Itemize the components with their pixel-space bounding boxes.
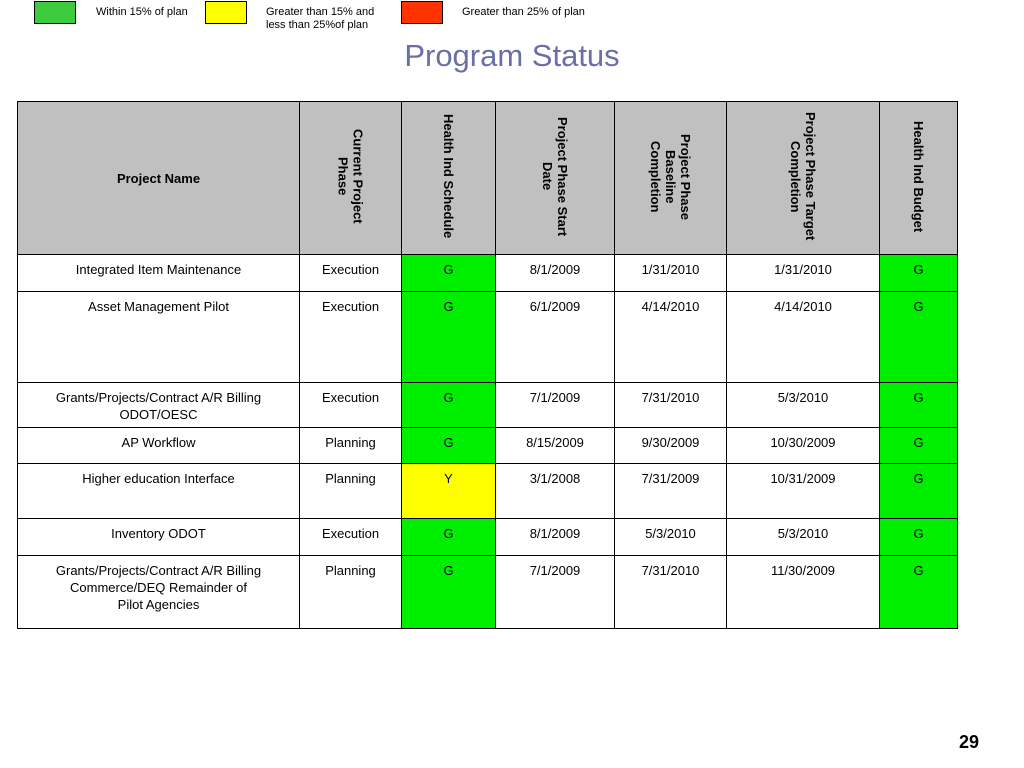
table-row	[18, 292, 958, 383]
project-name-cell: Inventory ODOT	[18, 519, 300, 556]
baseline-completion-cell: 5/3/2010	[615, 519, 727, 556]
target-completion-cell: 5/3/2010	[727, 383, 880, 428]
table-row	[18, 519, 958, 556]
budget-health-cell: G	[880, 519, 958, 556]
program-status-table	[17, 101, 958, 629]
column-header-target-completion: Project Phase Target Completion	[727, 102, 880, 255]
column-header-health-schedule: Health Ind Schedule	[402, 102, 496, 255]
column-header-start-date: Project Phase Start Date	[496, 102, 615, 255]
phase-cell: Execution	[300, 519, 402, 556]
schedule-health-cell: G	[402, 255, 496, 292]
table-row	[18, 464, 958, 519]
target-completion-cell: 1/31/2010	[727, 255, 880, 292]
start-date-cell: 8/1/2009	[496, 255, 615, 292]
legend-swatch-yellow	[205, 1, 247, 24]
baseline-completion-cell: 7/31/2010	[615, 383, 727, 428]
page-title: Program Status	[404, 38, 620, 73]
column-header-project-name: Project Name	[18, 102, 300, 255]
phase-cell: Planning	[300, 556, 402, 629]
budget-health-cell: G	[880, 556, 958, 629]
budget-health-cell: G	[880, 383, 958, 428]
start-date-cell: 7/1/2009	[496, 383, 615, 428]
phase-cell: Planning	[300, 464, 402, 519]
budget-health-cell: G	[880, 255, 958, 292]
table-row	[18, 383, 958, 428]
phase-cell: Execution	[300, 255, 402, 292]
start-date-cell: 6/1/2009	[496, 292, 615, 383]
schedule-health-cell: G	[402, 556, 496, 629]
schedule-health-cell: G	[402, 292, 496, 383]
table-row	[18, 428, 958, 464]
target-completion-cell: 10/30/2009	[727, 428, 880, 464]
budget-health-cell: G	[880, 464, 958, 519]
page-number: 29	[958, 732, 979, 752]
schedule-health-cell: G	[402, 428, 496, 464]
project-name-cell: Integrated Item Maintenance	[18, 255, 300, 292]
project-name-cell: Higher education Interface	[18, 464, 300, 519]
legend-swatch-red	[401, 1, 443, 24]
project-name-cell: Asset Management Pilot	[18, 292, 300, 383]
target-completion-cell: 11/30/2009	[727, 556, 880, 629]
schedule-health-cell: G	[402, 519, 496, 556]
project-name-cell: Grants/Projects/Contract A/R Billing Commerce/DEQ Remainder of Pilot Agencies	[18, 556, 300, 629]
table-header-row	[18, 102, 958, 255]
baseline-completion-cell: 4/14/2010	[615, 292, 727, 383]
target-completion-cell: 4/14/2010	[727, 292, 880, 383]
table-row	[18, 255, 958, 292]
legend-swatch-green	[34, 1, 76, 24]
table-row	[18, 556, 958, 629]
legend-label-green: Within 15% of plan	[96, 6, 188, 18]
phase-cell: Execution	[300, 292, 402, 383]
baseline-completion-cell: 7/31/2009	[615, 464, 727, 519]
baseline-completion-cell: 9/30/2009	[615, 428, 727, 464]
target-completion-cell: 10/31/2009	[727, 464, 880, 519]
start-date-cell: 3/1/2008	[496, 464, 615, 519]
budget-health-cell: G	[880, 292, 958, 383]
project-name-cell: AP Workflow	[18, 428, 300, 464]
schedule-health-cell: G	[402, 383, 496, 428]
target-completion-cell: 5/3/2010	[727, 519, 880, 556]
budget-health-cell: G	[880, 428, 958, 464]
phase-cell: Execution	[300, 383, 402, 428]
start-date-cell: 8/15/2009	[496, 428, 615, 464]
baseline-completion-cell: 1/31/2010	[615, 255, 727, 292]
phase-cell: Planning	[300, 428, 402, 464]
start-date-cell: 7/1/2009	[496, 556, 615, 629]
column-header-current-phase: Current Project Phase	[300, 102, 402, 255]
legend-label-yellow: Greater than 15% and less than 25%of plan	[266, 6, 375, 31]
start-date-cell: 8/1/2009	[496, 519, 615, 556]
project-name-cell: Grants/Projects/Contract A/R Billing ODOT/OESC	[18, 383, 300, 428]
column-header-baseline-completion: Project Phase Baseline Completion	[615, 102, 727, 255]
legend-label-red: Greater than 25% of plan	[462, 6, 585, 18]
schedule-health-cell: Y	[402, 464, 496, 519]
baseline-completion-cell: 7/31/2010	[615, 556, 727, 629]
column-header-health-budget: Health Ind Budget	[880, 102, 958, 255]
